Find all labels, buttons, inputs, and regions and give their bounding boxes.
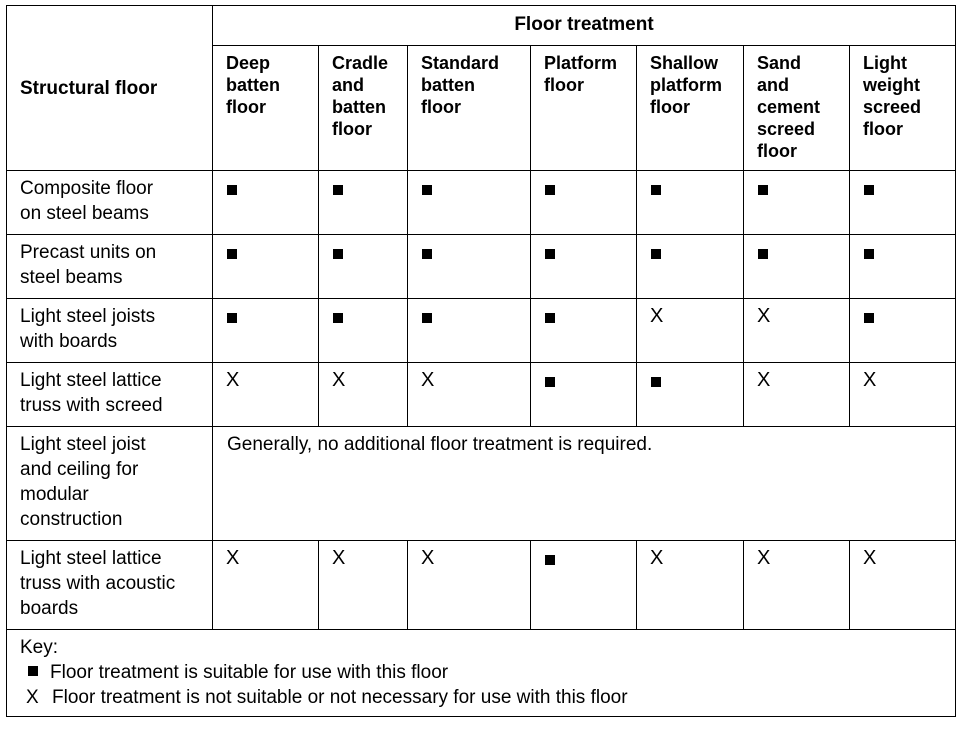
cell-deep-batten-floor bbox=[213, 541, 319, 630]
cell-deep-batten-floor bbox=[213, 363, 319, 427]
table-row bbox=[7, 427, 956, 541]
table-row bbox=[7, 171, 956, 235]
floor-treatment-table bbox=[6, 5, 956, 717]
key-suitable-text: Floor treatment is suitable for use with this floor bbox=[50, 662, 449, 683]
header-row-group bbox=[7, 6, 956, 46]
cell-standard-batten-floor bbox=[408, 299, 531, 363]
cell-platform-floor bbox=[531, 299, 637, 363]
not-suitable-x-icon: X bbox=[863, 547, 877, 569]
cell-platform-floor bbox=[531, 235, 637, 299]
cell-platform-floor bbox=[531, 363, 637, 427]
suitable-square-icon bbox=[227, 313, 237, 323]
column-header-light-weight-screed-floor: Light weight screed floor bbox=[850, 46, 956, 171]
cell-sand-and-cement-screed-floor bbox=[744, 171, 850, 235]
suitable-square-icon bbox=[333, 185, 343, 195]
suitable-square-icon bbox=[545, 377, 555, 387]
suitable-square-icon bbox=[758, 249, 768, 259]
cell-cradle-and-batten-floor bbox=[319, 541, 408, 630]
row-label-precast-units-on-steel-beams: Precast units on steel beams bbox=[7, 235, 213, 299]
row-label-light-steel-lattice-truss-with-screed: Light steel lattice truss with screed bbox=[7, 363, 213, 427]
not-suitable-x-icon: X bbox=[757, 547, 771, 569]
cell-cradle-and-batten-floor bbox=[319, 235, 408, 299]
cell-light-weight-screed-floor bbox=[850, 171, 956, 235]
table-row bbox=[7, 235, 956, 299]
cell-sand-and-cement-screed-floor bbox=[744, 363, 850, 427]
not-suitable-x-icon: X bbox=[332, 369, 346, 391]
cell-platform-floor bbox=[531, 541, 637, 630]
cell-shallow-platform-floor bbox=[637, 363, 744, 427]
table-row bbox=[7, 299, 956, 363]
cell-shallow-platform-floor bbox=[637, 299, 744, 363]
not-suitable-x-icon: X bbox=[421, 547, 435, 569]
column-header-sand-and-cement-screed-floor: Sand and cement screed floor bbox=[744, 46, 850, 171]
cell-light-weight-screed-floor bbox=[850, 299, 956, 363]
suitable-square-icon bbox=[28, 666, 38, 676]
suitable-square-icon bbox=[545, 185, 555, 195]
suitable-square-icon bbox=[422, 313, 432, 323]
not-suitable-x-icon: X bbox=[650, 547, 664, 569]
cell-shallow-platform-floor bbox=[637, 171, 744, 235]
not-suitable-x-icon: X bbox=[332, 547, 346, 569]
suitable-square-icon bbox=[545, 249, 555, 259]
table-body bbox=[7, 6, 956, 717]
suitable-square-icon bbox=[333, 249, 343, 259]
not-suitable-x-icon: X bbox=[26, 687, 39, 708]
cell-platform-floor bbox=[531, 171, 637, 235]
row-note: Generally, no additional floor treatment is required. bbox=[213, 427, 956, 541]
floor-treatment-header: Floor treatment bbox=[213, 6, 956, 46]
suitable-square-icon bbox=[227, 249, 237, 259]
suitable-square-icon bbox=[333, 313, 343, 323]
table-row bbox=[7, 541, 956, 630]
cell-deep-batten-floor bbox=[213, 235, 319, 299]
key-suitable bbox=[20, 660, 949, 685]
cell-light-weight-screed-floor bbox=[850, 235, 956, 299]
cell-standard-batten-floor bbox=[408, 171, 531, 235]
cell-shallow-platform-floor bbox=[637, 541, 744, 630]
suitable-square-icon bbox=[651, 249, 661, 259]
cell-standard-batten-floor bbox=[408, 235, 531, 299]
key-not-suitable bbox=[20, 685, 949, 710]
not-suitable-x-icon: X bbox=[226, 369, 240, 391]
cell-shallow-platform-floor bbox=[637, 235, 744, 299]
column-header-shallow-platform-floor: Shallow platform floor bbox=[637, 46, 744, 171]
cell-light-weight-screed-floor bbox=[850, 541, 956, 630]
row-label-composite-floor-on-steel-beams: Composite floor on steel beams bbox=[7, 171, 213, 235]
key-legend bbox=[7, 630, 956, 717]
suitable-square-icon bbox=[651, 185, 661, 195]
column-header-standard-batten-floor: Standard batten floor bbox=[408, 46, 531, 171]
suitable-square-icon bbox=[758, 185, 768, 195]
not-suitable-x-icon: X bbox=[421, 369, 435, 391]
cell-deep-batten-floor bbox=[213, 299, 319, 363]
not-suitable-x-icon: X bbox=[757, 305, 771, 327]
row-label-light-steel-joist-and-ceiling-for-modular-construction: Light steel joist and ceiling for modular construction bbox=[7, 427, 213, 541]
key-title: Key: bbox=[20, 637, 59, 658]
cell-sand-and-cement-screed-floor bbox=[744, 235, 850, 299]
suitable-square-icon bbox=[545, 555, 555, 565]
suitable-square-icon bbox=[422, 249, 432, 259]
suitable-square-icon bbox=[545, 313, 555, 323]
cell-cradle-and-batten-floor bbox=[319, 363, 408, 427]
not-suitable-x-icon: X bbox=[863, 369, 877, 391]
not-suitable-x-icon: X bbox=[226, 547, 240, 569]
suitable-square-icon bbox=[227, 185, 237, 195]
suitable-square-icon bbox=[422, 185, 432, 195]
key-row bbox=[7, 630, 956, 717]
table-row bbox=[7, 363, 956, 427]
column-header-platform-floor: Platform floor bbox=[531, 46, 637, 171]
cell-sand-and-cement-screed-floor bbox=[744, 299, 850, 363]
suitable-square-icon bbox=[864, 249, 874, 259]
structural-floor-header: Structural floor bbox=[7, 6, 213, 171]
cell-standard-batten-floor bbox=[408, 363, 531, 427]
cell-deep-batten-floor bbox=[213, 171, 319, 235]
suitable-square-icon bbox=[864, 313, 874, 323]
cell-cradle-and-batten-floor bbox=[319, 171, 408, 235]
suitable-square-icon bbox=[864, 185, 874, 195]
column-header-deep-batten-floor: Deep batten floor bbox=[213, 46, 319, 171]
cell-cradle-and-batten-floor bbox=[319, 299, 408, 363]
not-suitable-x-icon: X bbox=[650, 305, 664, 327]
cell-light-weight-screed-floor bbox=[850, 363, 956, 427]
row-label-light-steel-joists-with-boards: Light steel joists with boards bbox=[7, 299, 213, 363]
key-not-suitable-text: Floor treatment is not suitable or not necessary for use with this floor bbox=[52, 687, 628, 708]
cell-sand-and-cement-screed-floor bbox=[744, 541, 850, 630]
not-suitable-x-icon: X bbox=[757, 369, 771, 391]
cell-standard-batten-floor bbox=[408, 541, 531, 630]
suitable-square-icon bbox=[651, 377, 661, 387]
column-header-cradle-and-batten-floor: Cradle and batten floor bbox=[319, 46, 408, 171]
row-label-light-steel-lattice-truss-with-acoustic-boards: Light steel lattice truss with acoustic boards bbox=[7, 541, 213, 630]
